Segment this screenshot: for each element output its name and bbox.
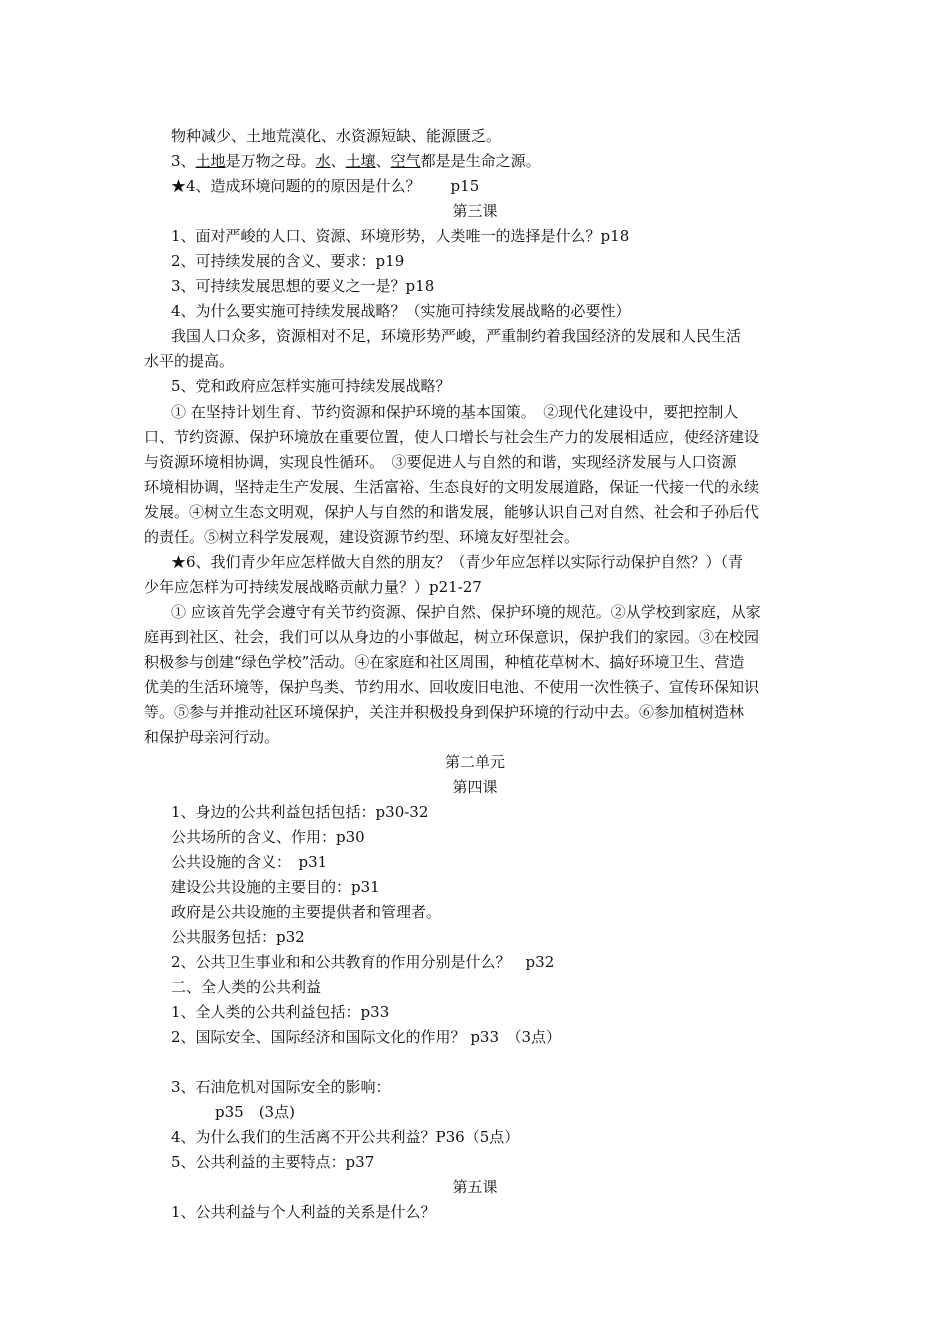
text-line: 公共服务包括：p32 [171, 928, 305, 946]
text-line: 物种减少、土地荒漠化、水资源短缺、能源匮乏。 [171, 127, 502, 145]
text-line: 的责任。⑤树立科学发展观，建设资源节约型、环境友好型社会。 [144, 528, 580, 546]
section-heading: 第二单元 [444, 753, 505, 771]
text-line: 发展。④树立生态文明观，保护人与自然的和谐发展，能够认识自己对自然、社会和子孙后代 [144, 503, 760, 521]
text-line: 公共设施的含义： p31 [171, 853, 328, 871]
underlined-term: 水 [315, 152, 331, 170]
text-line: 3、可持续发展思想的要义之一是？p18 [171, 277, 435, 295]
text-line: ★6、我们青少年应怎样做大自然的朋友？（青少年应怎样以实际行动保护自然？）（青 [171, 553, 744, 571]
text-line: 等。⑤参与并推动社区环境保护，关注并积极投身到保护环境的行动中去。⑥参加植树造林 [144, 703, 745, 721]
text-line: 水平的提高。 [144, 352, 235, 370]
text-line-underlined [171, 151, 811, 171]
text-line: 1、全人类的公共利益包括：p33 [171, 1003, 390, 1021]
text-line: 5、党和政府应怎样实施可持续发展战略？ [171, 377, 451, 395]
text-fragment: 是万物之母。 [225, 152, 316, 170]
text-line: 2、可持续发展的含义、要求：p19 [171, 252, 405, 270]
text-line: 优美的生活环境等，保护鸟类、节约用水、回收废旧电池、不使用一次性筷子、宣传环保知识 [144, 678, 760, 696]
underlined-term: 空气 [390, 152, 421, 170]
text-line: 与资源环境相协调，实现良性循环。 ③要促进人与自然的和谐，实现经济发展与人口资源 [144, 453, 737, 471]
text-line: 积极参与创建“绿色学校”活动。④在家庭和社区周围，种植花草树木、搞好环境卫生、营造 [144, 653, 745, 671]
text-line: 我国人口众多，资源相对不足，环境形势严峻，严重制约着我国经济的发展和人民生活 [171, 327, 742, 345]
section-heading: 第五课 [452, 1178, 498, 1196]
section-heading: 第四课 [452, 778, 498, 796]
text-line: 2、公共卫生事业和和公共教育的作用分别是什么？ p32 [171, 953, 555, 971]
text-line: 4、为什么我们的生活离不开公共利益？P36（5点） [171, 1128, 520, 1146]
text-line: ① 应该首先学会遵守有关节约资源、保护自然、保护环境的规范。②从学校到家庭，从家 [171, 603, 761, 621]
text-line: 少年应怎样为可持续发展战略贡献力量？）p21-27 [144, 578, 482, 596]
text-fragment: 3、 [171, 152, 196, 170]
text-line: 建设公共设施的主要目的：p31 [171, 878, 380, 896]
text-line: 1、面对严峻的人口、资源、环境形势，人类唯一的选择是什么？p18 [171, 227, 630, 245]
text-line: 环境相协调，坚持走生产发展、生活富裕、生态良好的文明发展道路，保证一代接一代的永续 [144, 478, 760, 496]
text-line: 口、节约资源、保护环境放在重要位置，使人口增长与社会生产力的发展相适应，使经济建设 [144, 428, 760, 446]
underlined-term: 土壤 [345, 152, 376, 170]
text-line: 和保护母亲河行动。 [144, 728, 280, 746]
text-line: 二、全人类的公共利益 [171, 978, 322, 996]
text-line: ① 在坚持计划生育、节约资源和保护环境的基本国策。 ②现代化建设中，要把控制人 [171, 403, 739, 421]
text-line: 5、公共利益的主要特点：p37 [171, 1153, 375, 1171]
text-line: 公共场所的含义、作用：p30 [171, 828, 365, 846]
text-line: 政府是公共设施的主要提供者和管理者。 [171, 903, 442, 921]
text-line: ★4、造成环境问题的的原因是什么？ p15 [171, 177, 480, 195]
text-line: 1、身边的公共利益包括包括：p30-32 [171, 803, 429, 821]
underlined-term: 土地 [195, 152, 226, 170]
text-line: p35 (3点) [215, 1103, 295, 1121]
text-line: 1、公共利益与个人利益的关系是什么？ [171, 1203, 436, 1221]
text-fragment: 、 [375, 152, 391, 170]
text-fragment: 、 [330, 152, 346, 170]
section-heading: 第三课 [452, 202, 498, 220]
text-line: 3、石油危机对国际安全的影响： [171, 1078, 391, 1096]
text-fragment: 都是是生命之源。 [420, 152, 541, 170]
text-line: 2、国际安全、国际经济和国际文化的作用？ p33 （3点） [171, 1028, 562, 1046]
text-line: 庭再到社区、社会，我们可以从身边的小事做起，树立环保意识，保护我们的家园。③在校园 [144, 628, 760, 646]
text-line: 4、为什么要实施可持续发展战略？（实施可持续发展战略的必要性） [171, 302, 631, 320]
